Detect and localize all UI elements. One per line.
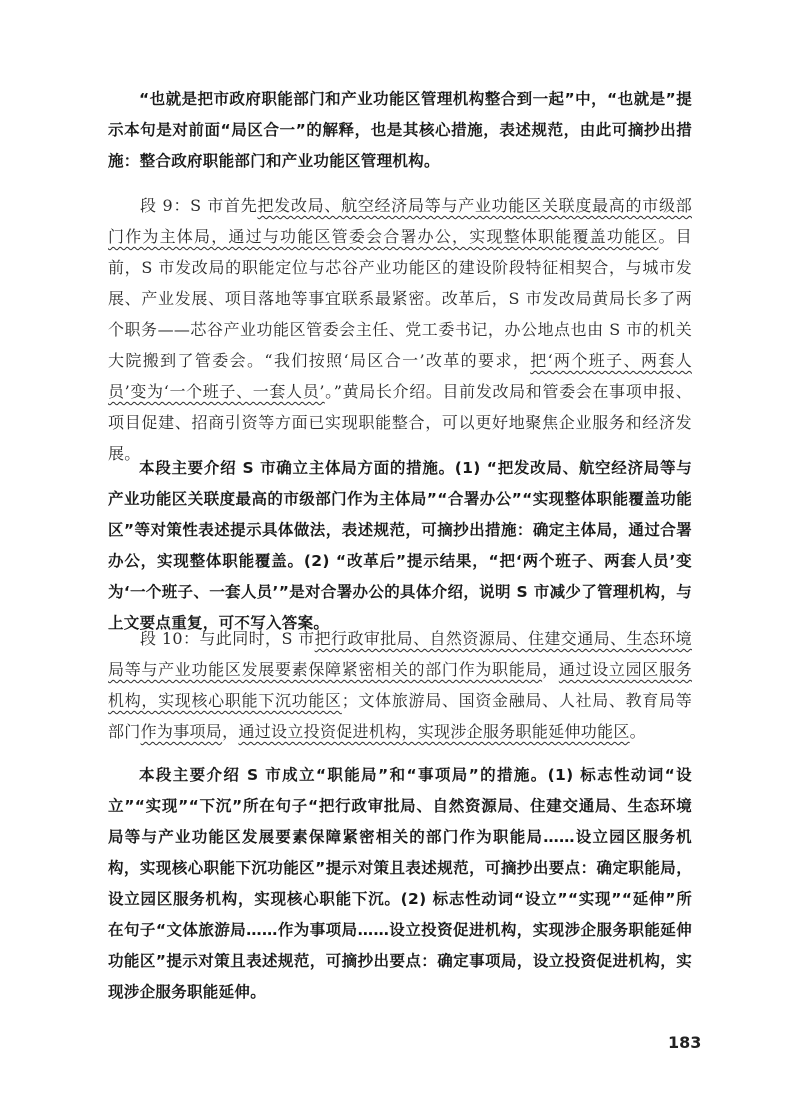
page-number: 183 bbox=[668, 1033, 702, 1052]
paragraph-material-10 bbox=[108, 623, 692, 747]
paragraph-10-suffix: 。 bbox=[629, 722, 646, 741]
underlined-phrase: 作为事项局 bbox=[140, 722, 223, 741]
paragraph-9-prefix: 段 9：S 市首先 bbox=[140, 196, 258, 215]
underlined-phrase: 通过设立园区服务机构，实现核心职能下沉功能区 bbox=[108, 660, 692, 710]
paragraph-10-sep-3: ， bbox=[222, 722, 239, 741]
paragraph-10-prefix: 段 10：与此同时，S 市 bbox=[140, 629, 315, 648]
paragraph-9-body: 。目前，S 市发改局的职能定位与芯谷产业功能区的建设阶段特征相契合，与城市发展、产业发展、项目落地等事宜联系最紧密。改革后，S 市发改局黄局长多了两个职务——芯谷产业功能区管委会主任、党工委书记，办公地点也由 S 市的机关大院搬到了管委会。“我们按照‘局区合一’改革的要求， bbox=[108, 227, 692, 370]
paragraph-10-sep-2: ；文体旅游局、国资金融局、人社局、教育局等部门 bbox=[108, 691, 692, 741]
paragraph-analysis-intro: “也就是把市政府职能部门和产业功能区管理机构整合到一起”中，“也就是”提示本句是对前面“局区合一”的解释，也是其核心措施，表述规范，由此可摘抄出措施：整合政府职能部门和产业功能区管理机构。 bbox=[108, 90, 692, 170]
underlined-phrase: 把发改局、航空经济局等与产业功能区关联度最高的市级部门作为主体局，通过与功能区管委会合署办公，实现整体职能覆盖功能区 bbox=[108, 196, 692, 246]
paragraph-9-suffix: 。”黄局长介绍。目前发改局和管委会在事项申报、项目促建、招商引资等方面已实现职能整合，可以更好地聚焦企业服务和经济发展。 bbox=[108, 382, 692, 463]
paragraph-analysis-9: 本段主要介绍 S 市确立主体局方面的措施。(1) “把发改局、航空经济局等与产业功能区关联度最高的市级部门作为主体局”“合署办公”“实现整体职能覆盖功能区”等对策性表述提示具体做法，表述规范，可摘抄出措施：确定主体局，通过合署办公，实现整体职能覆盖。(2) “改革后”提示结果，“把‘两个班子、两套人员’变为‘一个班子、一套人员’”是对合署办公的具体介绍，说明 S 市减少了管理机构，与上文要点重复，可不写入答案。 bbox=[108, 459, 692, 632]
underlined-phrase: 通过设立投资促进机构，实现涉企服务职能延伸功能区 bbox=[238, 722, 630, 741]
paragraph-analysis-10: 本段主要介绍 S 市成立“职能局”和“事项局”的措施。(1) 标志性动词“设立”“实现”“下沉”所在句子“把行政审批局、自然资源局、住建交通局、生态环境局等与产业功能区发展要素保障紧密相关的部门作为职能局……设立园区服务机构，实现核心职能下沉功能区”提示对策且表述规范，可摘抄出要点：确定职能局，设立园区服务机构，实现核心职能下沉。(2) 标志性动词“设立”“实现”“延伸”所在句子“文体旅游局……作为事项局……设立投资促进机构，实现涉企服务职能延伸功能区”提示对策且表述规范，可摘抄出要点：确定事项局，设立投资促进机构，实现涉企服务职能延伸。 bbox=[108, 766, 692, 1001]
paragraph-material-9 bbox=[108, 190, 692, 469]
paragraph-10-sep-1: ， bbox=[542, 660, 559, 679]
underlined-phrase: 把‘两个班子、两套人员’变为‘一个班子、一套人员’ bbox=[108, 351, 692, 401]
underlined-phrase: 把行政审批局、自然资源局、住建交通局、生态环境局等与产业功能区发展要素保障紧密相关的部门作为职能局 bbox=[108, 629, 692, 679]
